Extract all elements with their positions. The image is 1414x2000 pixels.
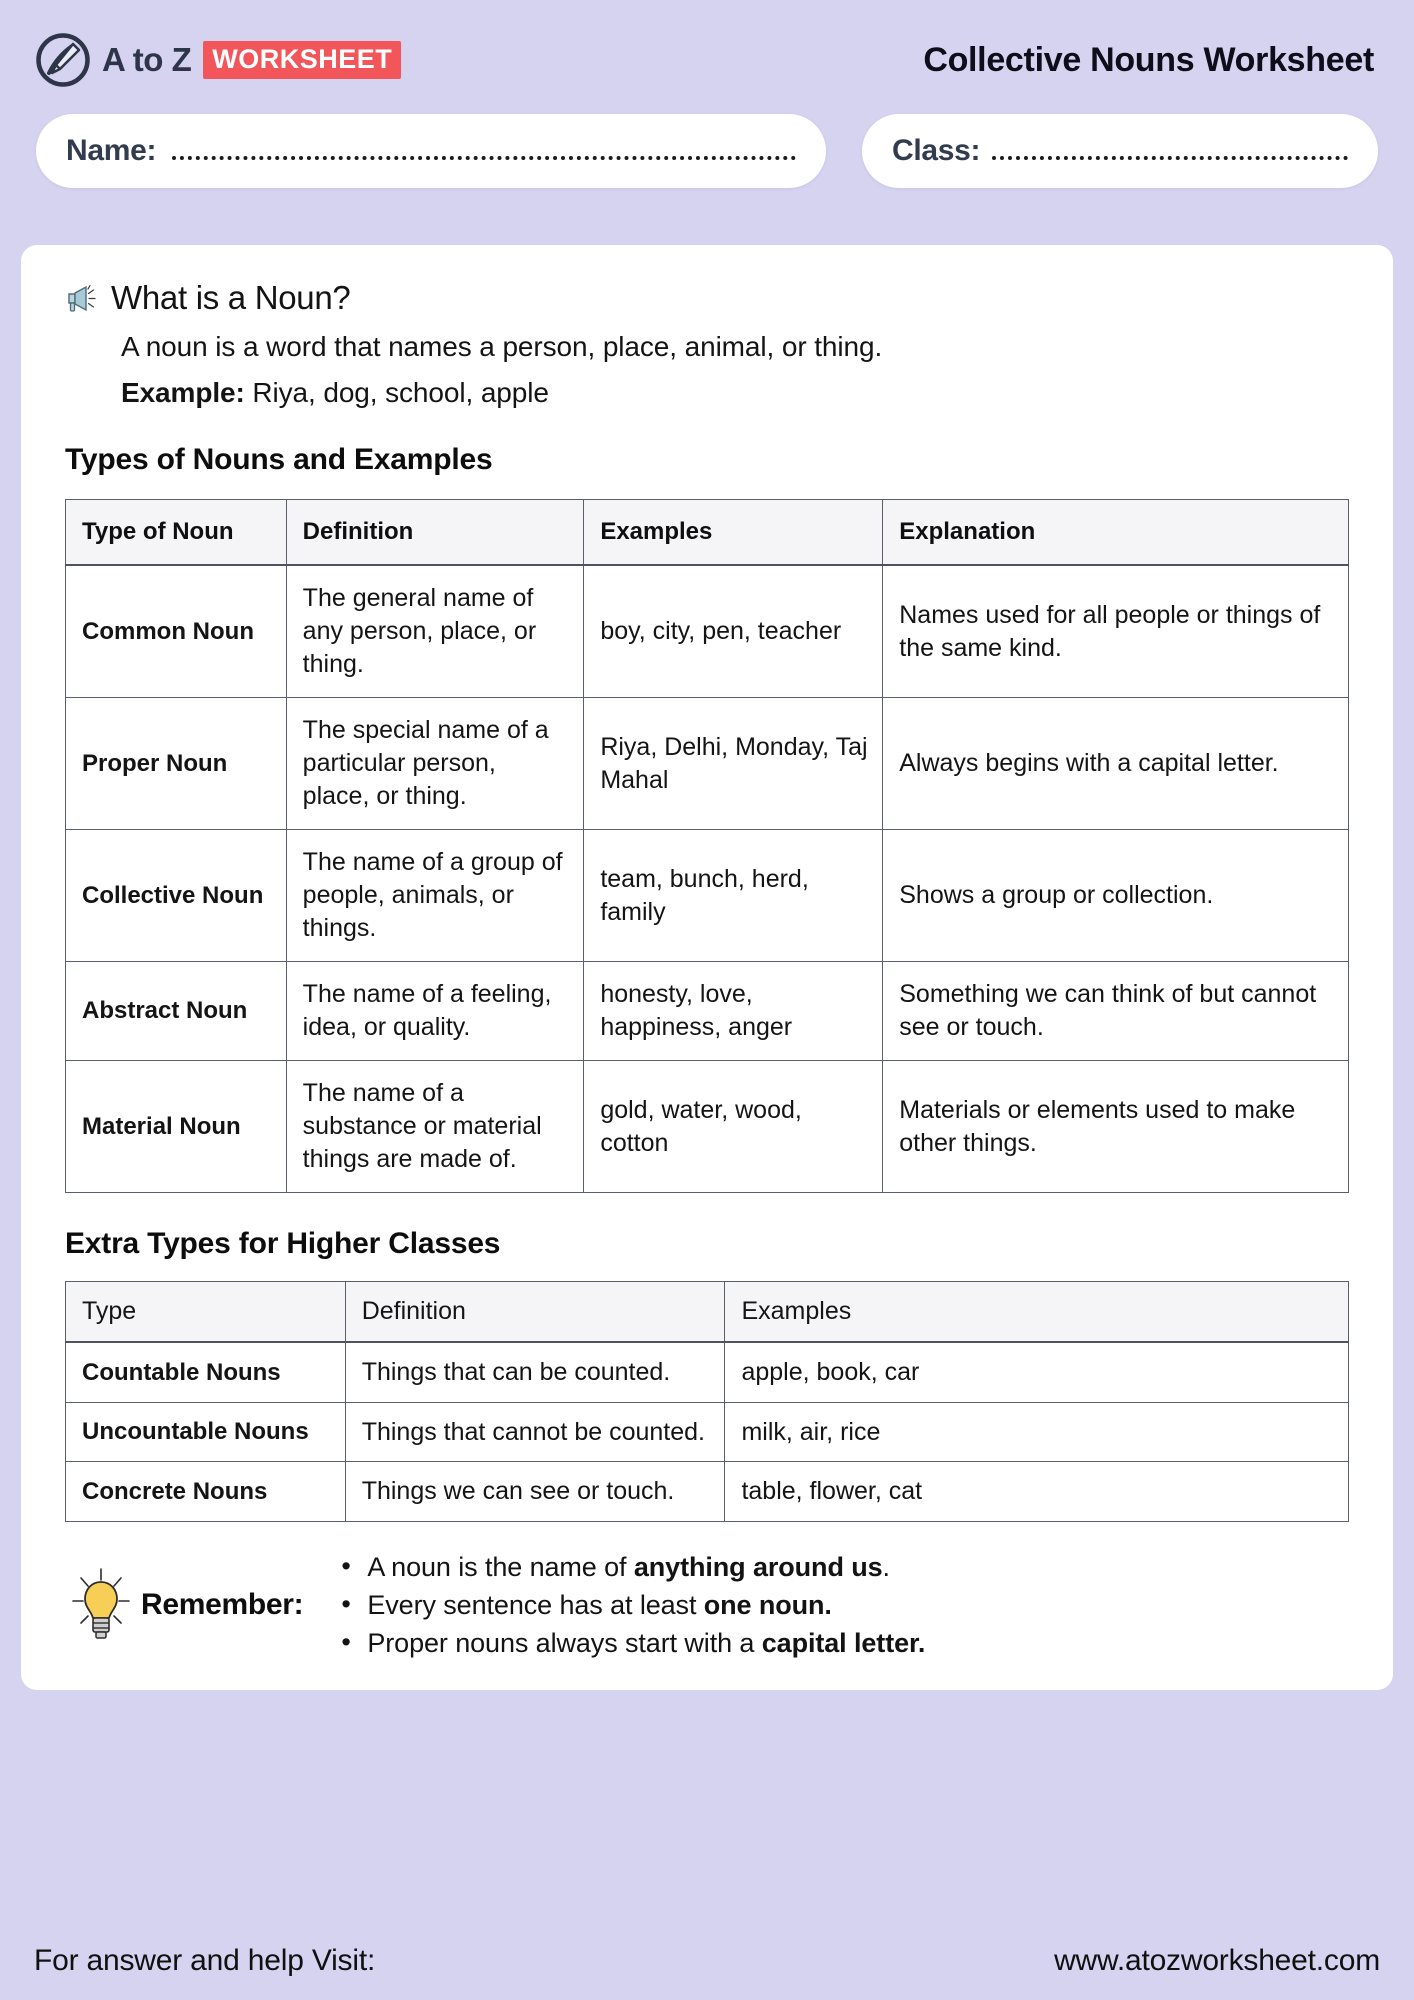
- class-input-line[interactable]: [992, 156, 1348, 160]
- cell-definition: The general name of any person, place, or thing.: [286, 565, 584, 698]
- pen-circle-logo-icon: [36, 33, 90, 87]
- page-title: Collective Nouns Worksheet: [923, 40, 1374, 79]
- name-input-line[interactable]: [172, 156, 796, 160]
- footer-help-text: For answer and help Visit:: [34, 1944, 376, 1977]
- cell-type: Material Noun: [66, 1061, 287, 1193]
- col-type: Type: [66, 1282, 346, 1343]
- col-examples: Examples: [584, 500, 883, 566]
- brand-badge: WORKSHEET: [203, 41, 401, 79]
- cell-type: Uncountable Nouns: [66, 1402, 346, 1462]
- cell-definition: The name of a group of people, animals, or things.: [286, 830, 584, 962]
- cell-type: Concrete Nouns: [66, 1462, 346, 1522]
- table-header-row: [66, 1282, 1349, 1343]
- table-row: [66, 565, 1349, 698]
- cell-definition: The special name of a particular person, place, or thing.: [286, 698, 584, 830]
- cell-type: Proper Noun: [66, 698, 287, 830]
- cell-type: Common Noun: [66, 565, 287, 698]
- cell-type: Collective Noun: [66, 830, 287, 962]
- name-field[interactable]: [36, 114, 826, 188]
- item-bold: capital letter.: [761, 1628, 926, 1659]
- main-section-title: Types of Nouns and Examples: [65, 443, 493, 476]
- cell-definition: The name of a substance or material things are made of.: [286, 1061, 584, 1193]
- table-row: [66, 1342, 1349, 1402]
- table-row: [66, 830, 1349, 962]
- item-bold: anything around us: [633, 1551, 883, 1582]
- intro-heading-row: [65, 279, 1349, 317]
- list-item: [337, 1586, 925, 1624]
- cell-examples: table, flower, cat: [725, 1462, 1349, 1522]
- noun-example-line: [121, 377, 1349, 409]
- item-bold: one noun.: [703, 1589, 832, 1620]
- cell-examples: apple, book, car: [725, 1342, 1349, 1402]
- megaphone-icon: [65, 282, 99, 316]
- col-explanation: Explanation: [883, 500, 1349, 566]
- intro-heading: What is a Noun?: [111, 279, 351, 316]
- cell-explanation: Shows a group or collection.: [883, 830, 1349, 962]
- example-text: Riya, dog, school, apple: [244, 377, 549, 408]
- cell-explanation: Something we can think of but cannot see or touch.: [883, 962, 1349, 1061]
- lightbulb-icon: [65, 1565, 137, 1645]
- col-definition: Definition: [286, 500, 584, 566]
- brand-logo: [36, 33, 401, 87]
- cell-definition: The name of a feeling, idea, or quality.: [286, 962, 584, 1061]
- cell-examples: Riya, Delhi, Monday, Taj Mahal: [584, 698, 883, 830]
- remember-list: [337, 1548, 925, 1663]
- item-text: Every sentence has at least: [367, 1589, 704, 1620]
- class-label: Class:: [892, 134, 981, 167]
- extra-types-table: [65, 1281, 1349, 1522]
- table-row: [66, 1462, 1349, 1522]
- cell-definition: Things that cannot be counted.: [345, 1402, 725, 1462]
- cell-type: Countable Nouns: [66, 1342, 346, 1402]
- noun-definition: A noun is a word that names a person, place, animal, or thing.: [121, 331, 883, 362]
- extra-section-title: Extra Types for Higher Classes: [65, 1227, 501, 1260]
- types-of-nouns-table: [65, 499, 1349, 1193]
- student-info-row: [0, 92, 1414, 188]
- col-type-of-noun: Type of Noun: [66, 500, 287, 566]
- name-label: Name:: [66, 134, 157, 167]
- cell-explanation: Materials or elements used to make other things.: [883, 1061, 1349, 1193]
- cell-definition: Things that can be counted.: [345, 1342, 725, 1402]
- item-tail: .: [882, 1551, 890, 1582]
- item-text: A noun is the name of: [367, 1551, 634, 1582]
- footer-website-link[interactable]: www.atozworksheet.com: [1054, 1944, 1380, 1977]
- cell-examples: milk, air, rice: [725, 1402, 1349, 1462]
- list-item: [337, 1548, 925, 1586]
- remember-section: [65, 1548, 1349, 1663]
- page-footer: [0, 1922, 1414, 2000]
- col-definition: Definition: [345, 1282, 725, 1343]
- table-header-row: [66, 500, 1349, 566]
- item-text: Proper nouns always start with a: [367, 1628, 762, 1659]
- table-row: [66, 1402, 1349, 1462]
- cell-type: Abstract Noun: [66, 962, 287, 1061]
- table-row: [66, 698, 1349, 830]
- cell-examples: gold, water, wood, cotton: [584, 1061, 883, 1193]
- cell-examples: boy, city, pen, teacher: [584, 565, 883, 698]
- table-row: [66, 1061, 1349, 1193]
- brand-name: A to Z: [102, 41, 192, 78]
- class-field[interactable]: [862, 114, 1378, 188]
- cell-examples: team, bunch, herd, family: [584, 830, 883, 962]
- cell-examples: honesty, love, happiness, anger: [584, 962, 883, 1061]
- col-examples: Examples: [725, 1282, 1349, 1343]
- page-header: [0, 0, 1414, 92]
- cell-explanation: Names used for all people or things of the same kind.: [883, 565, 1349, 698]
- example-label: Example:: [121, 377, 245, 408]
- cell-definition: Things we can see or touch.: [345, 1462, 725, 1522]
- cell-explanation: Always begins with a capital letter.: [883, 698, 1349, 830]
- table-row: [66, 962, 1349, 1061]
- worksheet-content-card: [21, 245, 1393, 1690]
- list-item: [337, 1624, 925, 1662]
- remember-label: Remember:: [141, 1587, 304, 1621]
